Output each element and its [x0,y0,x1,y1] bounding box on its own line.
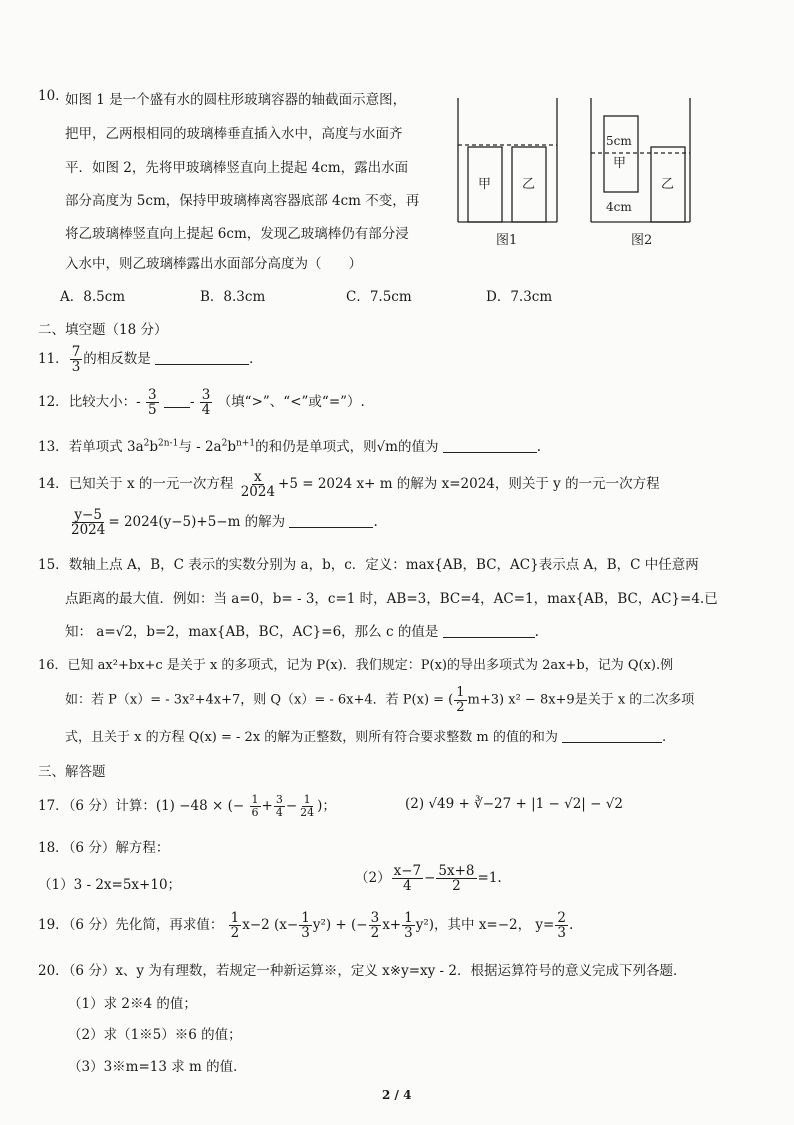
q10-option-c: C．7.5cm [346,289,412,305]
question-13: 13．若单项式 $3a^2b^{2n-1}$与 - $2a^2b^{n+1}$的和仍是单项式，则√m的值为 . [38,438,542,455]
q16-number: 16． [38,658,68,673]
question-15-line-3: 知： a=√2，b=2，max{AB，BC，AC}=6，那么 c 的值是 . [65,624,539,640]
q14-fraction-1: $\frac{x}{2024}$ [240,469,276,501]
q20-part-1: （1）求 2※4 的值； [68,996,197,1012]
q12-fraction-2: $\frac{3}{4}$ [201,387,211,419]
q12-suffix: （填“>”、“<”或“=”）. [217,394,365,411]
q13-answer-blank[interactable] [443,438,537,453]
q10-line-4: 部分高度为 5cm，保持甲玻璃棒离容器底部 4cm 不变，再 [65,193,420,209]
q10-line-5: 将乙玻璃棒竖直向上提起 6cm，发现乙玻璃棒仍有部分浸 [65,226,409,242]
question-11: 11． $\frac{7}{3}$ 的相反数是 ． [38,344,263,376]
q16-fraction: $\frac{1}{2}$ [456,685,465,715]
section-2-title: 二、填空题（18 分） [38,322,168,338]
q14-fraction-2: $\frac{y-5}{2024}$ [71,507,106,539]
fig2-rod-b-label: 乙 [661,177,675,192]
question-12: 12．比较大小：- $\frac{3}{5}$ - $\frac{3}{4}$ （填“>”、“<”或“=”）. [38,387,365,419]
q12-answer-blank[interactable] [164,393,190,408]
question-15-line-1: 15．数轴上点 A，B，C 表示的实数分别为 a，b，c．定义：max{AB，BC，AC}表示点 A，B，C 中任意两 [38,557,699,573]
q14-answer-blank[interactable] [289,513,373,528]
question-17: 17．（6 分）计算：(1) −48 × (− $\frac{1}{6}$ + $\frac{3}{4}$ − $\frac{1}{24}$ )； [38,793,336,819]
fig2-caption: 图2 [631,233,653,248]
q10-option-b: B．8.3cm [200,289,266,305]
q19-number: 19． [38,917,69,934]
q10-number: 10. [38,88,60,104]
q17-part-2: (2) √49 + ∛−27 + |1 − √2| − √2 [405,796,623,812]
q12-fraction-1: $\frac{3}{5}$ [148,387,157,419]
question-16-line-3: 式，且关于 x 的方程 Q(x) = - 2x 的解为正整数，则所有符合要求整数 m 的值的和为 . [65,730,667,745]
q20-number: 20． [38,963,69,979]
q10-option-d: D．7.3cm [486,289,553,305]
q17-number: 17． [38,798,69,814]
q10-option-a: A．8.5cm [60,289,126,305]
fig1-caption: 图1 [496,233,518,248]
q15-answer-blank[interactable] [443,623,535,638]
fig2-bottom-mark: 4cm [606,200,632,214]
q15-number: 15． [38,557,69,573]
question-20-title: 20．（6 分）x、y 为有理数，若规定一种新运算※，定义 x※y=xy - 2．根据运算符号的意义完成下列各题． [38,963,687,979]
q13-number: 13． [38,439,69,455]
fig1-rod-a-label: 甲 [478,177,492,192]
figure-1-container [458,98,557,222]
q12-prefix: 比较大小：- [68,394,141,411]
page-number: 2 / 4 [382,1088,412,1102]
q18-number: 18． [38,840,69,856]
question-16-line-2: 如：若 P（x）= - 3x²+4x+7，则 Q（x）= - 6x+4．若 P(x) = ( $\frac{1}{2}$ m+3) x² − 8x+9是关于 x 的二次多项 [65,685,695,715]
fig1-rod-b-label: 乙 [522,177,536,192]
fig2-rod-a-label: 甲 [613,156,627,171]
q10-line-3: 平．如图 2，先将甲玻璃棒竖直向上提起 4cm，露出水面 [65,160,409,176]
question-15-line-2: 点距离的最大值．例如：当 a=0，b= - 3，c=1 时，AB=3，BC=4，AC=1，max{AB，BC，AC}=4.已 [65,591,718,607]
q18-part-1: （1）3 - 2x=5x+10； [38,877,182,893]
question-18-title: 18．（6 分）解方程： [38,840,170,856]
question-19: 19．（6 分）先化简，再求值： $\frac{1}{2}$ x−2 (x− $\frac{1}{3}$ y²) + (− $\frac{3}{2}$ x+ $\frac{1}{3}$ y²)，其中 x=−2， y= $\frac{2}{3}$ . [38,910,574,942]
q11-number: 11． [38,351,69,368]
q11-answer-blank[interactable] [155,350,249,365]
q18-part-2: （2） $\frac{x-7}{4}$ − $\frac{5x+8}{2}$ =1. [355,863,502,895]
fig2-top-mark: 5cm [606,134,632,148]
q11-text: 的相反数是 [83,351,151,368]
q20-part-3: （3）3※m=13 求 m 的值． [68,1059,247,1075]
q10-figures [446,92,706,252]
question-14-line-2: $\frac{y-5}{2024}$ = 2024(y−5)+5−m 的解为 . [71,507,378,539]
q12-number: 12． [38,394,69,411]
fig2-rod-a [604,116,638,192]
q11-fraction: $\frac{7}{3}$ [71,344,81,376]
q14-number: 14． [38,476,69,493]
q10-line-6: 入水中，则乙玻璃棒露出水面部分高度为（ ） [65,256,362,272]
section-3-title: 三、解答题 [38,764,106,780]
q20-part-2: （2）求（1※5）※6 的值； [68,1027,242,1043]
question-14-line-1: 14．已知关于 x 的一元一次方程 $\frac{x}{2024}$ +5 = 2024 x+ m 的解为 x=2024，则关于 y 的一元一次方程 [38,469,660,501]
q10-line-1: 如图 1 是一个盛有水的圆柱形玻璃容器的轴截面示意图， [65,92,407,108]
q16-answer-blank[interactable] [562,728,662,743]
question-16-line-1: 16．已知 ax²+bx+c 是关于 x 的多项式，记为 P(x)．我们规定：P(x)的导出多项式为 2ax+b，记为 Q(x).例 [38,658,674,673]
q10-line-2: 把甲，乙两根相同的玻璃棒垂直插入水中，高度与水面齐 [65,126,403,142]
